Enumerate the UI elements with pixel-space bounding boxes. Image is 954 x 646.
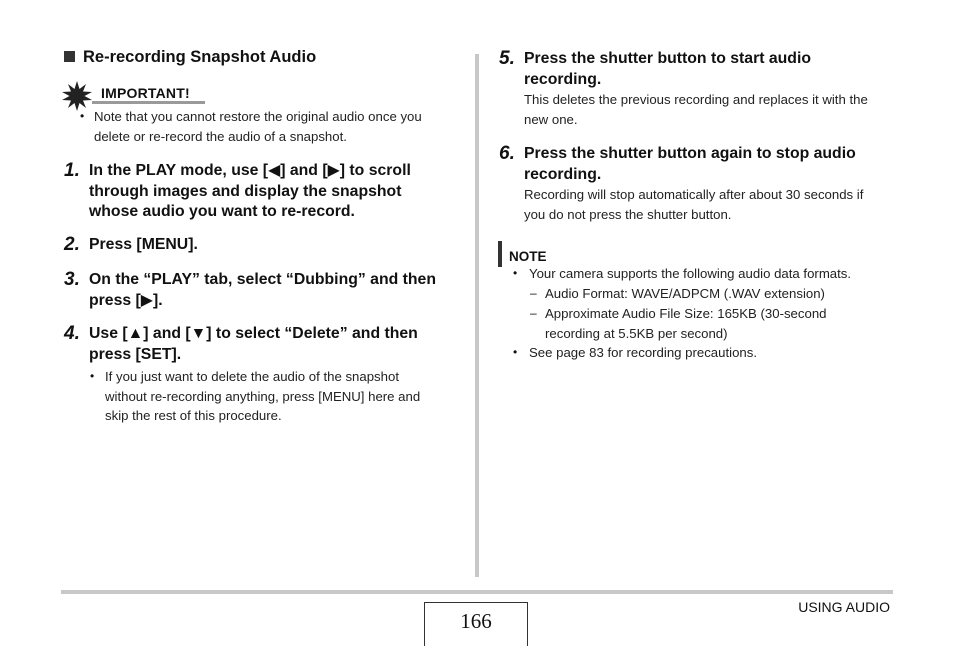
important-underline bbox=[92, 101, 205, 104]
dash-icon: – bbox=[530, 286, 537, 300]
note-dash-format: – Audio Format: WAVE/ADPCM (.WAV extension) bbox=[530, 284, 930, 304]
step-6-text: Press the shutter button again to stop audio recording. bbox=[524, 145, 856, 183]
step-number: 6. bbox=[499, 143, 515, 164]
bullet-icon: • bbox=[90, 369, 95, 383]
step-number: 4. bbox=[64, 323, 80, 344]
note-bullet-page: • See page 83 for recording precautions. bbox=[513, 343, 933, 363]
step-number: 1. bbox=[64, 160, 80, 181]
step-1-text: In the PLAY mode, use [◀] and [▶] to scroll through images and display the snapshot whose audio you want to re-record. bbox=[89, 162, 411, 220]
note-bullet-formats: • Your camera supports the following audio data formats. bbox=[513, 264, 933, 284]
column-divider bbox=[475, 54, 479, 577]
square-bullet-icon bbox=[64, 51, 75, 62]
important-bullet: • Note that you cannot restore the original audio once you delete or re-record the audio of a snapshot. bbox=[80, 109, 422, 144]
step-number: 5. bbox=[499, 48, 515, 69]
step-number: 2. bbox=[64, 234, 80, 255]
dash-icon: – bbox=[530, 306, 537, 320]
footer-section-name: USING AUDIO bbox=[798, 599, 890, 615]
bullet-icon: • bbox=[80, 109, 85, 123]
important-label: IMPORTANT! bbox=[101, 85, 190, 101]
step-4-text: Use [▲] and [▼] to select “Delete” and then press [SET]. bbox=[89, 325, 418, 363]
step-4-bullet: • If you just want to delete the audio of the snapshot without re-recording anything, press [MENU] here and skip the rest of this procedure. bbox=[90, 369, 421, 423]
page-number: 166 bbox=[424, 602, 528, 646]
bullet-icon: • bbox=[513, 345, 518, 359]
step-5-body: This deletes the previous recording and replaces it with the new one. bbox=[524, 92, 868, 127]
note-bar-icon bbox=[498, 241, 502, 267]
step-5-text: Press the shutter button to start audio recording. bbox=[524, 50, 811, 88]
bullet-icon: • bbox=[513, 266, 518, 280]
note-dash-size: – Approximate Audio File Size: 165KB (30-second recording at 5.5KB per second) bbox=[530, 306, 827, 341]
note-label: NOTE bbox=[509, 249, 547, 264]
step-3-text: On the “PLAY” tab, select “Dubbing” and then press [▶]. bbox=[89, 271, 436, 309]
section-title: Re-recording Snapshot Audio bbox=[64, 48, 316, 67]
footer-rule bbox=[61, 590, 893, 594]
step-6-body: Recording will stop automatically after about 30 seconds if you do not press the shutter button. bbox=[524, 187, 864, 222]
step-number: 3. bbox=[64, 269, 80, 290]
step-2-text: Press [MENU]. bbox=[89, 236, 198, 253]
